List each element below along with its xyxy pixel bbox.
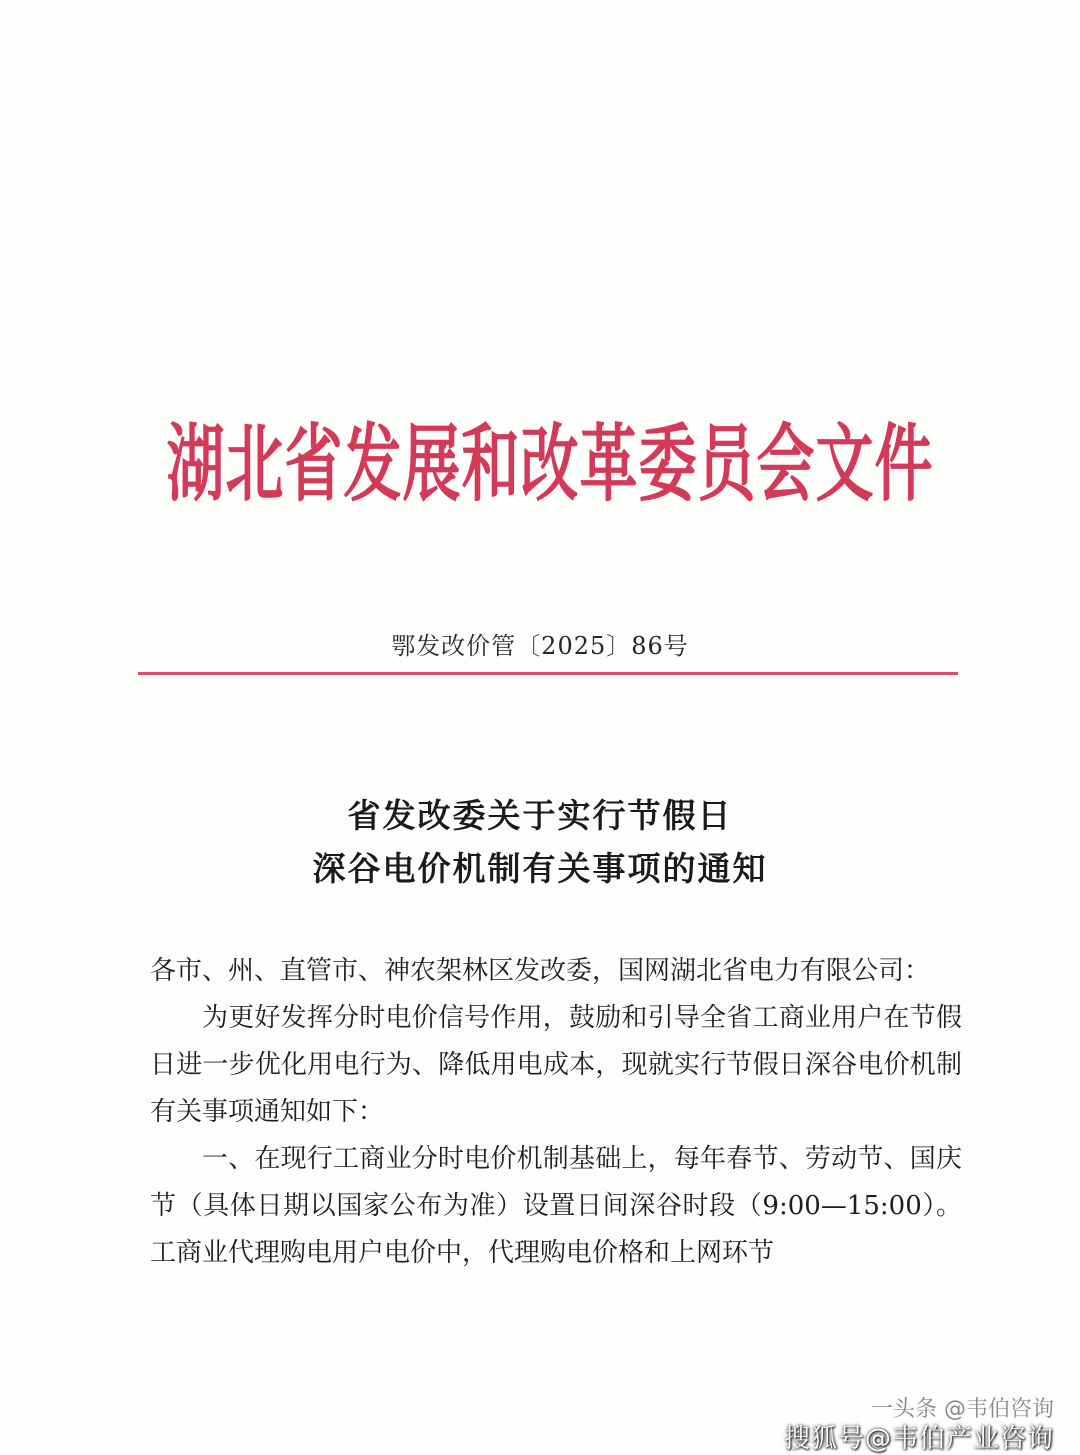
document-title-line-1: 省发改委关于实行节假日 <box>347 796 733 835</box>
document-number: 鄂发改价管〔2025〕86号 <box>391 632 689 660</box>
document-masthead: 湖北省发展和改革委员会文件 <box>166 414 934 514</box>
addressee: 各市、州、直管市、神农架林区发改委，国网湖北省电力有限公司： <box>150 956 931 986</box>
document-title-line-2: 深谷电价机制有关事项的通知 <box>312 849 768 888</box>
watermark-ghost-text: 一头条 @韦伯咨询 <box>871 1397 1054 1422</box>
paragraph-item-1: 一、在现行工商业分时电价机制基础上，每年春节、劳动节、国庆节（具体日期以国家公布为准）设置日间深谷时段（9:00—15:00）。工商业代理购电用户电价中，代理购电价格和上网环节 <box>150 1144 962 1268</box>
red-divider-line <box>138 672 958 675</box>
paragraph-intro: 为更好发挥分时电价信号作用，鼓励和引导全省工商业用户在节假日进一步优化用电行为、降低用电成本，现就实行节假日深谷电价机制有关事项通知如下： <box>150 1003 962 1127</box>
watermark-text: 搜狐号@韦伯产业咨询 <box>783 1424 1054 1454</box>
document-body <box>150 948 962 1277</box>
